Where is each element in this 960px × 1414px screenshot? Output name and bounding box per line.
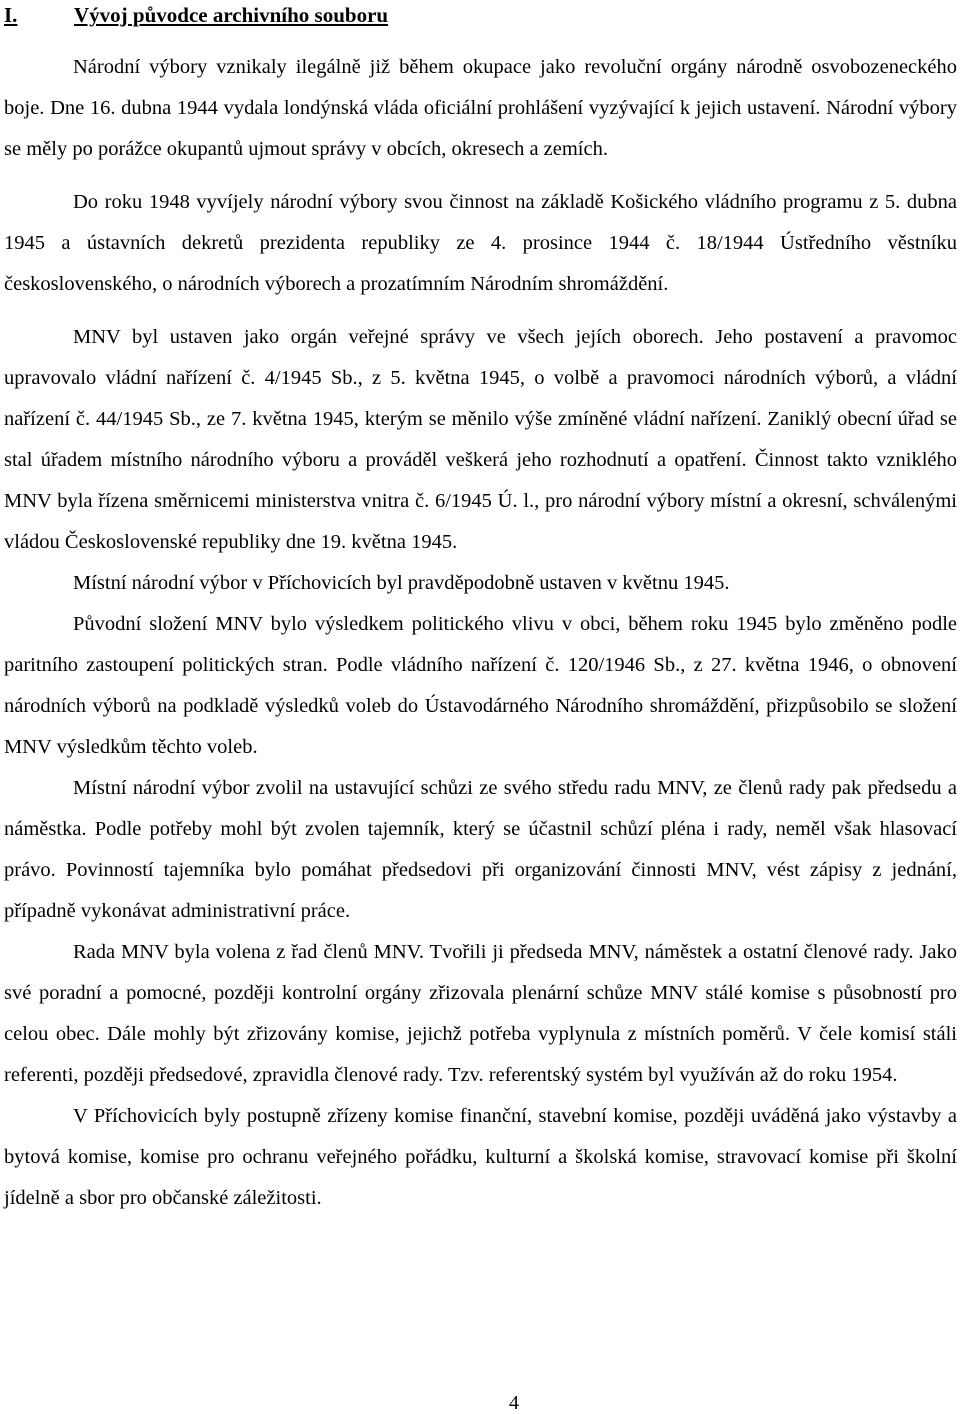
- chapter-heading: [4, 2, 388, 28]
- paragraph-6: Místní národní výbor zvolil na ustavující schůzi ze svého středu radu MNV, ze členů rady pak předsedu a náměstka. Podle potřeby mohl být zvolen tajemník, který se účastnil schůzí pléna i rady, neměl však hlasovací právo. Povinností tajemníka bylo pomáhat předsedovi při organizování činnosti MNV, vést zápisy z jednání, případně vykonávat administrativní práce.: [4, 777, 957, 922]
- paragraph-3: MNV byl ustaven jako orgán veřejné správy ve všech jejích oborech. Jeho postavení a pravomoc upravovalo vládní nařízení č. 4/1945 Sb., z 5. května 1945, o volbě a pravomoci národních výborů, a vládní nařízení č. 44/1945 Sb., ze 7. května 1945, kterým se měnilo výše zmíněné vládní nařízení. Zaniklý obecní úřad se stal úřadem místního národního výboru a prováděl veškerá jeho rozhodnutí a opatření. Činnost takto vzniklého MNV byla řízena směrnicemi ministerstva vnitra č. 6/1945 Ú. l., pro národní výbory místní a okresní, schválenými vládou Československé republiky dne 19. května 1945.: [4, 326, 957, 553]
- document-body: [4, 47, 957, 1219]
- page-number: 4: [509, 1392, 519, 1414]
- paragraph-4: Místní národní výbor v Příchovicích byl pravděpodobně ustaven v květnu 1945.: [73, 572, 730, 594]
- paragraph-7: Rada MNV byla volena z řad členů MNV. Tvořili ji předseda MNV, náměstek a ostatní členové rady. Jako své poradní a pomocné, později kontrolní orgány zřizovala plenární schůze MNV stálé komise s působností pro celou obec. Dále mohly být zřizovány komise, jejichž potřeba vyplynula z místních poměrů. V čele komisí stáli referenti, později předsedové, zpravidla členové rady. Tzv. referentský systém byl využíván až do roku 1954.: [4, 941, 957, 1086]
- chapter-title: Vývoj původce archivního souboru: [74, 3, 389, 27]
- paragraph-2: Do roku 1948 vyvíjely národní výbory svou činnost na základě Košického vládního programu z 5. dubna 1945 a ústavních dekretů prezidenta republiky ze 4. prosince 1944 č. 18/1944 Ústředního věstníku československého, o národních výborech a prozatímním Národním shromáždění.: [4, 191, 957, 295]
- paragraph-1: Národní výbory vznikaly ilegálně již během okupace jako revoluční orgány národně osvobozeneckého boje. Dne 16. dubna 1944 vydala londýnská vláda oficiální prohlášení vyzývající k jejich ustavení. Národní výbory se měly po porážce okupantů ujmout správy v obcích, okresech a zemích.: [4, 56, 957, 160]
- chapter-number: I.: [4, 3, 18, 27]
- paragraph-5: Původní složení MNV bylo výsledkem politického vlivu v obci, během roku 1945 bylo změněno podle paritního zastoupení politických stran. Podle vládního nařízení č. 120/1946 Sb., z 27. května 1946, o obnovení národních výborů na podkladě výsledků voleb do Ústavodárného Národního shromáždění, přizpůsobilo se složení MNV výsledkům těchto voleb.: [4, 613, 957, 758]
- paragraph-8: V Příchovicích byly postupně zřízeny komise finanční, stavební komise, později uváděná jako výstavby a bytová komise, komise pro ochranu veřejného pořádku, kulturní a školská komise, stravovací komise při školní jídelně a sbor pro občanské záležitosti.: [4, 1105, 957, 1209]
